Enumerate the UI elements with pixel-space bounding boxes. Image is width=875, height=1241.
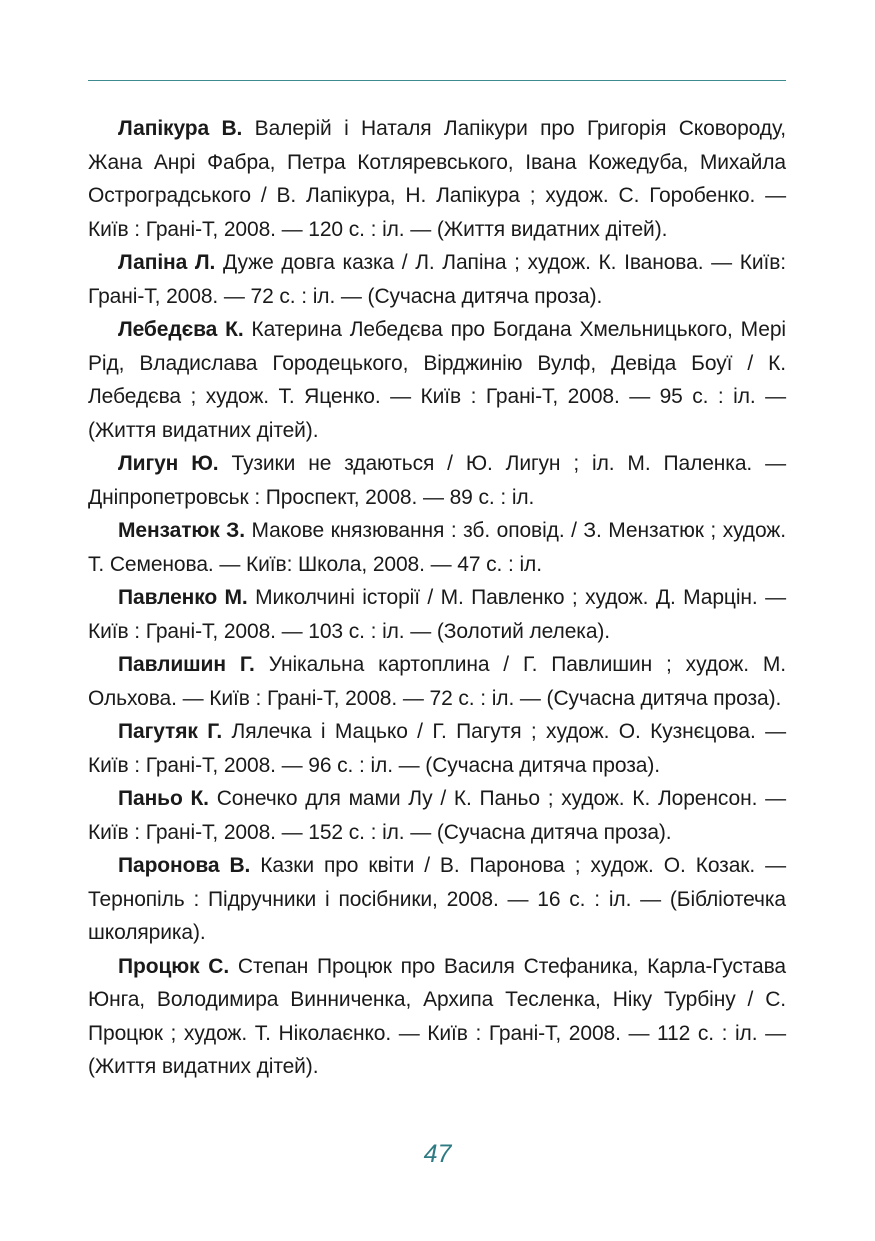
entry-author: Процюк С. <box>118 954 230 978</box>
entry-text: Катерина Лебедєва про Богдана Хмельницького, Мері Рід, Владислава Городецького, Вірджинію Вулф, Девіда Боуї / К. Лебедєва ; худож. Т. Яценко. — Київ : Грані-Т, 2008. — 95 с. : іл. — (Життя видатних дітей). <box>88 318 787 442</box>
entry-text: Казки про квіти / В. Паронова ; худож. О. Козак. — Тернопіль : Підручники і посібники, 2008. — 16 с. : іл. — (Бібліотечка школярика). <box>88 854 786 944</box>
entry-author: Лапіна Л. <box>118 251 216 274</box>
bibliography-entry <box>88 112 786 246</box>
bibliography-list <box>88 112 786 1084</box>
bibliography-entry <box>88 581 786 648</box>
entry-text: Макове князювання : зб. оповід. / З. Мензатюк ; худож. Т. Семенова. — Київ: Школа, 2008. — 47 с. : іл. <box>88 519 786 576</box>
entry-text: Миколчині історії / М. Павленко ; худож. Д. Марцін. — Київ : Грані-Т, 2008. — 103 с. : іл. — (Золотий лелека). <box>88 586 786 643</box>
entry-author: Лебедєва К. <box>118 318 244 341</box>
entry-text: Лялечка і Мацько / Г. Пагутя ; худож. О. Кузнєцова. — Київ : Грані-Т, 2008. — 96 с. : іл. — (Сучасна дитяча проза). <box>88 720 787 777</box>
entry-text: Степан Процюк про Василя Стефаника, Карла-Густава Юнга, Володимира Винниченка, Архипа Тесленка, Ніку Турбіну / С. Процюк ; худож. Т. Ніколаєнко. — Київ : Грані-Т, 2008. — 112 с. : іл. — (Життя видатних дітей). <box>88 954 787 1078</box>
entry-text: Валерій і Наталя Лапікури про Григорія Сковороду, Жана Анрі Фабра, Петра Котляревського, Івана Кожедуба, Михайла Остроградського / В. Лапікура, Н. Лапікура ; худож. С. Горобенко. — Київ : Грані-Т, 2008. — 120 с. : іл. — (Життя видатних дітей). <box>88 117 786 241</box>
entry-text: Дуже довга казка / Л. Лапіна ; худож. К. Іванова. — Київ: Грані-Т, 2008. — 72 с. : іл. — (Сучасна дитяча проза). <box>88 251 786 308</box>
bibliography-entry <box>88 849 786 950</box>
bibliography-entry <box>88 313 786 447</box>
entry-author: Паронова В. <box>118 854 251 877</box>
entry-author: Лапікура В. <box>118 117 243 140</box>
entry-text: Тузики не здаються / Ю. Лигун ; іл. М. Паленка. — Дніпропетровськ : Проспект, 2008. — 89 с. : іл. <box>88 452 787 509</box>
bibliography-entry <box>88 950 786 1084</box>
entry-author: Лигун Ю. <box>118 452 219 475</box>
entry-author: Паньо К. <box>118 787 209 810</box>
page-number: 47 <box>423 1140 452 1168</box>
header-rule <box>88 80 786 81</box>
entry-author: Павлишин Г. <box>118 653 255 676</box>
bibliography-entry <box>88 715 786 782</box>
entry-text: Сонечко для мами Лу / К. Паньо ; худож. К. Лоренсон. — Київ : Грані-Т, 2008. — 152 с. : іл. — (Сучасна дитяча проза). <box>88 787 786 844</box>
entry-author: Пагутяк Г. <box>118 720 223 743</box>
entry-author: Павленко М. <box>118 586 248 609</box>
bibliography-entry <box>88 246 786 313</box>
bibliography-entry <box>88 514 786 581</box>
bibliography-entry <box>88 648 786 715</box>
entry-author: Мензатюк З. <box>118 519 245 542</box>
bibliography-entry <box>88 782 786 849</box>
bibliography-entry <box>88 447 786 514</box>
entry-text: Унікальна картоплина / Г. Павлишин ; худож. М. Ольхова. — Київ : Грані-Т, 2008. — 72 с. : іл. — (Сучасна дитяча проза). <box>88 653 786 710</box>
